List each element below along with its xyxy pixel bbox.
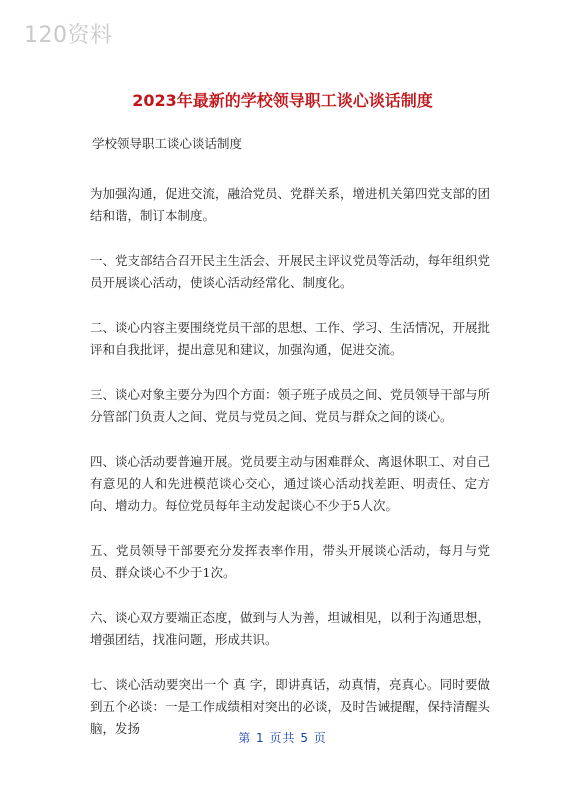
paragraph-7: 七、谈心活动要突出一个 真 字，即讲真话，动真情，亮真心。同时要做到五个必谈：一是工作成绩相对突出的必谈，及时告诫提醒，保持清醒头脑，发扬 (90, 677, 491, 736)
paragraph-5: 五、党员领导干部要充分发挥表率作用，带头开展谈心活动，每月与党员、群众谈心不少于1次。 (90, 543, 490, 580)
paragraph-3: 三、谈心对象主要分为四个方面：领子班子成员之间、党员领导干部与所分管部门负责人之间、党员与党员之间、党员与群众之间的谈心。 (90, 387, 491, 424)
paragraph-6: 六、谈心双方要端正态度，做到与人为善，坦诚相见，以利于沟通思想，增强团结，找准问题，形成共识。 (90, 610, 491, 647)
paragraph-intro: 为加强沟通，促进交流，融洽党员、党群关系，增进机关第四党支部的团结和谐，制订本制度。 (90, 186, 491, 223)
document-subtitle: 学校领导职工谈心谈话制度 (92, 136, 243, 151)
paragraph-4: 四、谈心活动要普遍开展。党员要主动与困难群众、离退休职工、对自己有意见的人和先进模范谈心交心，通过谈心活动找差距、明责任、定方向、增动力。每位党员每年主动发起谈心不少于5人次。 (90, 454, 491, 513)
document-title: 2023年最新的学校领导职工谈心谈话制度 (132, 91, 433, 110)
paragraph-2: 二、谈心内容主要围绕党员干部的思想、工作、学习、生活情况，开展批评和自我批评，提出意见和建议，加强沟通，促进交流。 (90, 320, 491, 357)
page-number-footer: 第 1 页共 5 页 (238, 731, 327, 745)
paragraph-1: 一、党支部结合召开民主生活会、开展民主评议党员等活动，每年组织党员开展谈心活动，使谈心活动经常化、制度化。 (90, 253, 491, 290)
document-body (90, 133, 490, 763)
watermark-logo: 120资料 (24, 23, 113, 48)
